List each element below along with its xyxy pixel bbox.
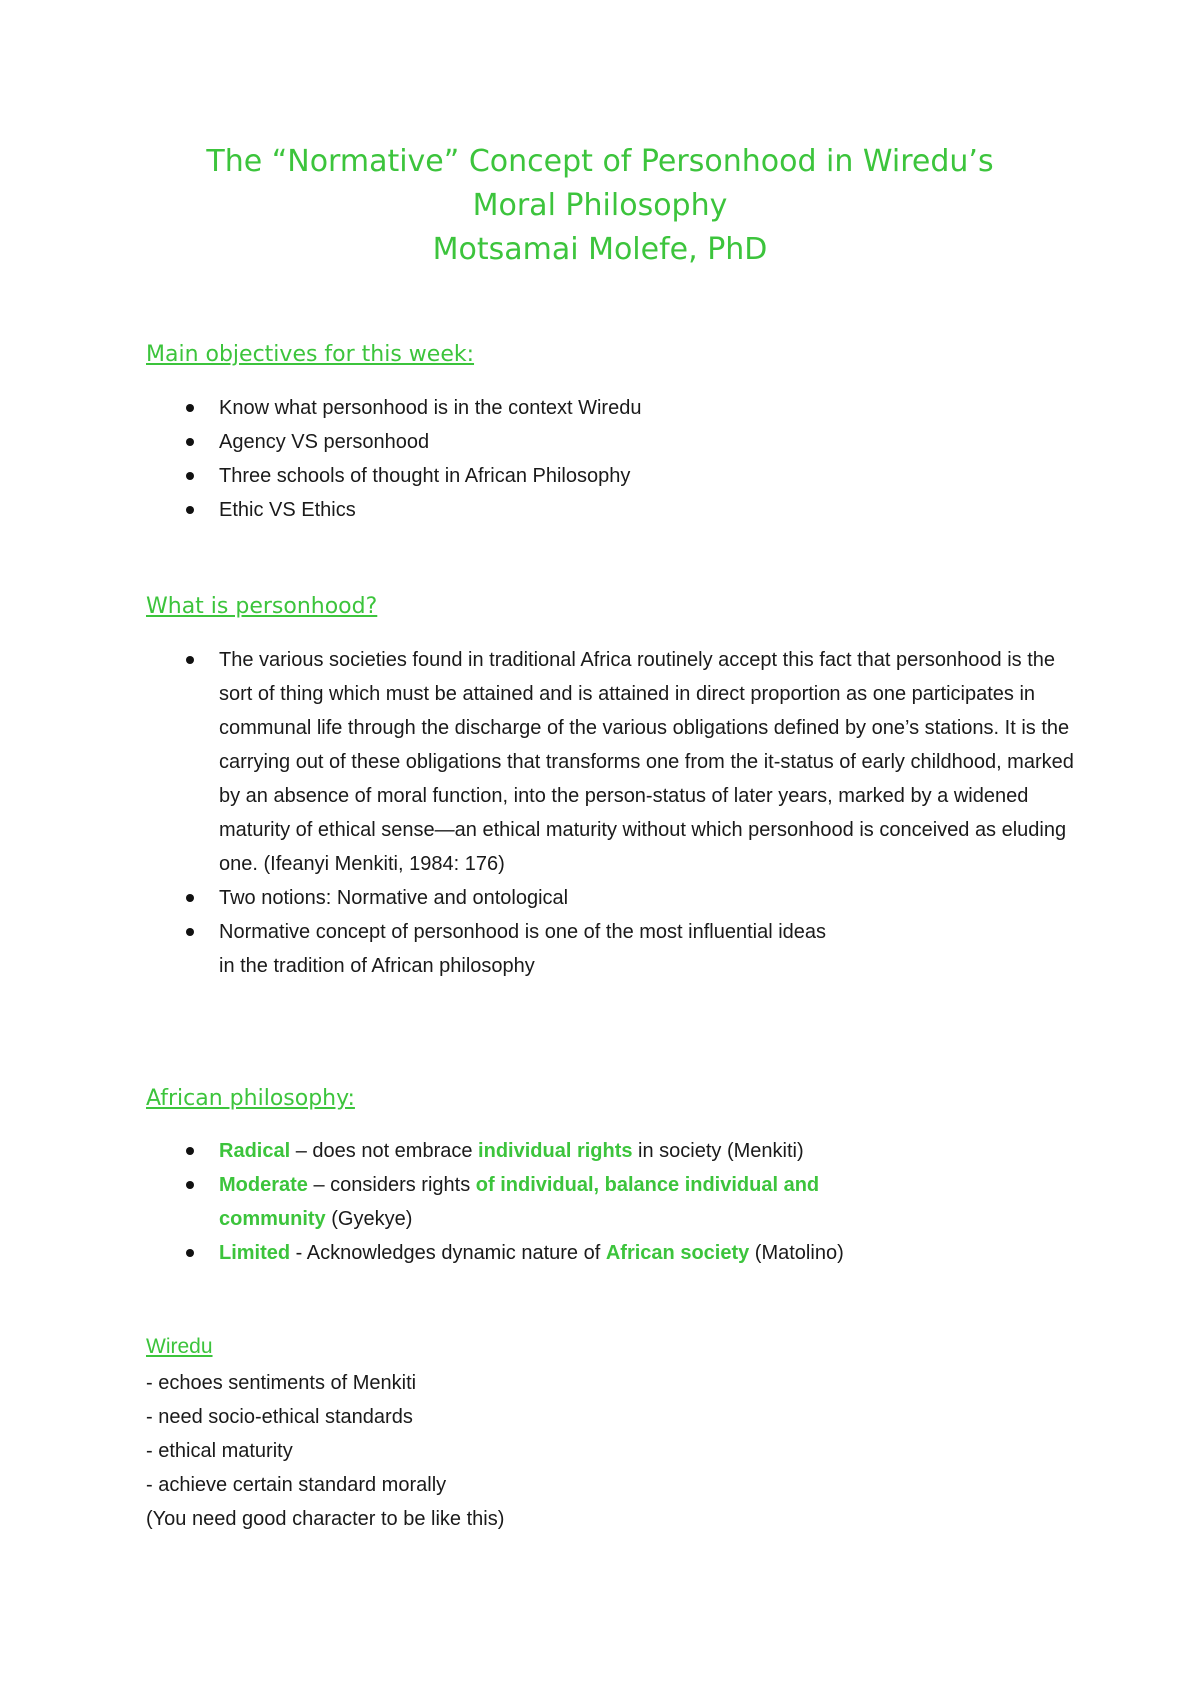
list-item	[146, 915, 1086, 983]
list-item: Know what personhood is in the context Wiredu	[146, 391, 1066, 425]
moderate-term: Moderate	[219, 1174, 308, 1196]
african-philosophy-heading: African philosophy:	[146, 1086, 355, 1111]
schools-list	[146, 1134, 926, 1270]
document-title	[0, 140, 1200, 272]
limited-text-1: - Acknowledges dynamic nature of	[290, 1242, 606, 1264]
influential-line-1: Normative concept of personhood is one of the most influential ideas	[219, 921, 827, 943]
school-radical	[146, 1134, 926, 1168]
moderate-text-1: – considers rights	[307, 1174, 476, 1196]
author-line: Motsamai Molefe, PhD	[432, 232, 768, 267]
note-line: - echoes sentiments of Menkiti	[146, 1372, 417, 1394]
influential-line-2: in the tradition of African philosophy	[219, 955, 535, 977]
moderate-text-2: (Gyekye)	[325, 1208, 413, 1230]
personhood-heading: What is personhood?	[146, 594, 378, 619]
school-moderate	[146, 1168, 926, 1236]
limited-term: Limited	[219, 1242, 291, 1264]
title-line-2: Moral Philosophy	[472, 188, 728, 223]
note-line: - achieve certain standard morally	[146, 1474, 447, 1496]
wiredu-heading: Wiredu	[146, 1335, 213, 1358]
radical-text-2: in society (Menkiti)	[632, 1140, 804, 1162]
personhood-list	[146, 643, 1086, 983]
title-line-1: The “Normative” Concept of Personhood in Wiredu’s	[206, 144, 994, 179]
moderate-highlight: of individual, balance individual and community	[219, 1174, 820, 1230]
wiredu-notes	[146, 1366, 1046, 1536]
radical-text-1: – does not embrace	[290, 1140, 479, 1162]
list-item: Three schools of thought in African Philosophy	[146, 459, 1066, 493]
list-item: Two notions: Normative and ontological	[146, 881, 1086, 915]
limited-highlight: African society	[605, 1242, 750, 1264]
objectives-heading: Main objectives for this week:	[146, 342, 475, 367]
note-line: - need socio-ethical standards	[146, 1406, 413, 1428]
menkiti-quote: The various societies found in traditional Africa routinely accept this fact that personhood is the sort of thing which must be attained and is attained in direct proportion as one participates in communal life through the discharge of the various obligations defined by one’s stations. It is the carrying out of these obligations that transforms one from the it-status of early childhood, marked by an absence of moral function, into the person-status of later years, marked by a widened maturity of ethical sense—an ethical maturity without which personhood is conceived as eluding one. (Ifeanyi Menkiti, 1984: 176)	[146, 643, 1086, 881]
radical-term: Radical	[219, 1140, 291, 1162]
list-item: Agency VS personhood	[146, 425, 1066, 459]
note-line: (You need good character to be like this)	[146, 1508, 505, 1530]
note-line: - ethical maturity	[146, 1440, 293, 1462]
limited-text-2: (Matolino)	[749, 1242, 844, 1264]
objectives-list	[146, 391, 1066, 527]
school-limited	[146, 1236, 926, 1270]
radical-highlight: individual rights	[478, 1140, 633, 1162]
list-item: Ethic VS Ethics	[146, 493, 1066, 527]
